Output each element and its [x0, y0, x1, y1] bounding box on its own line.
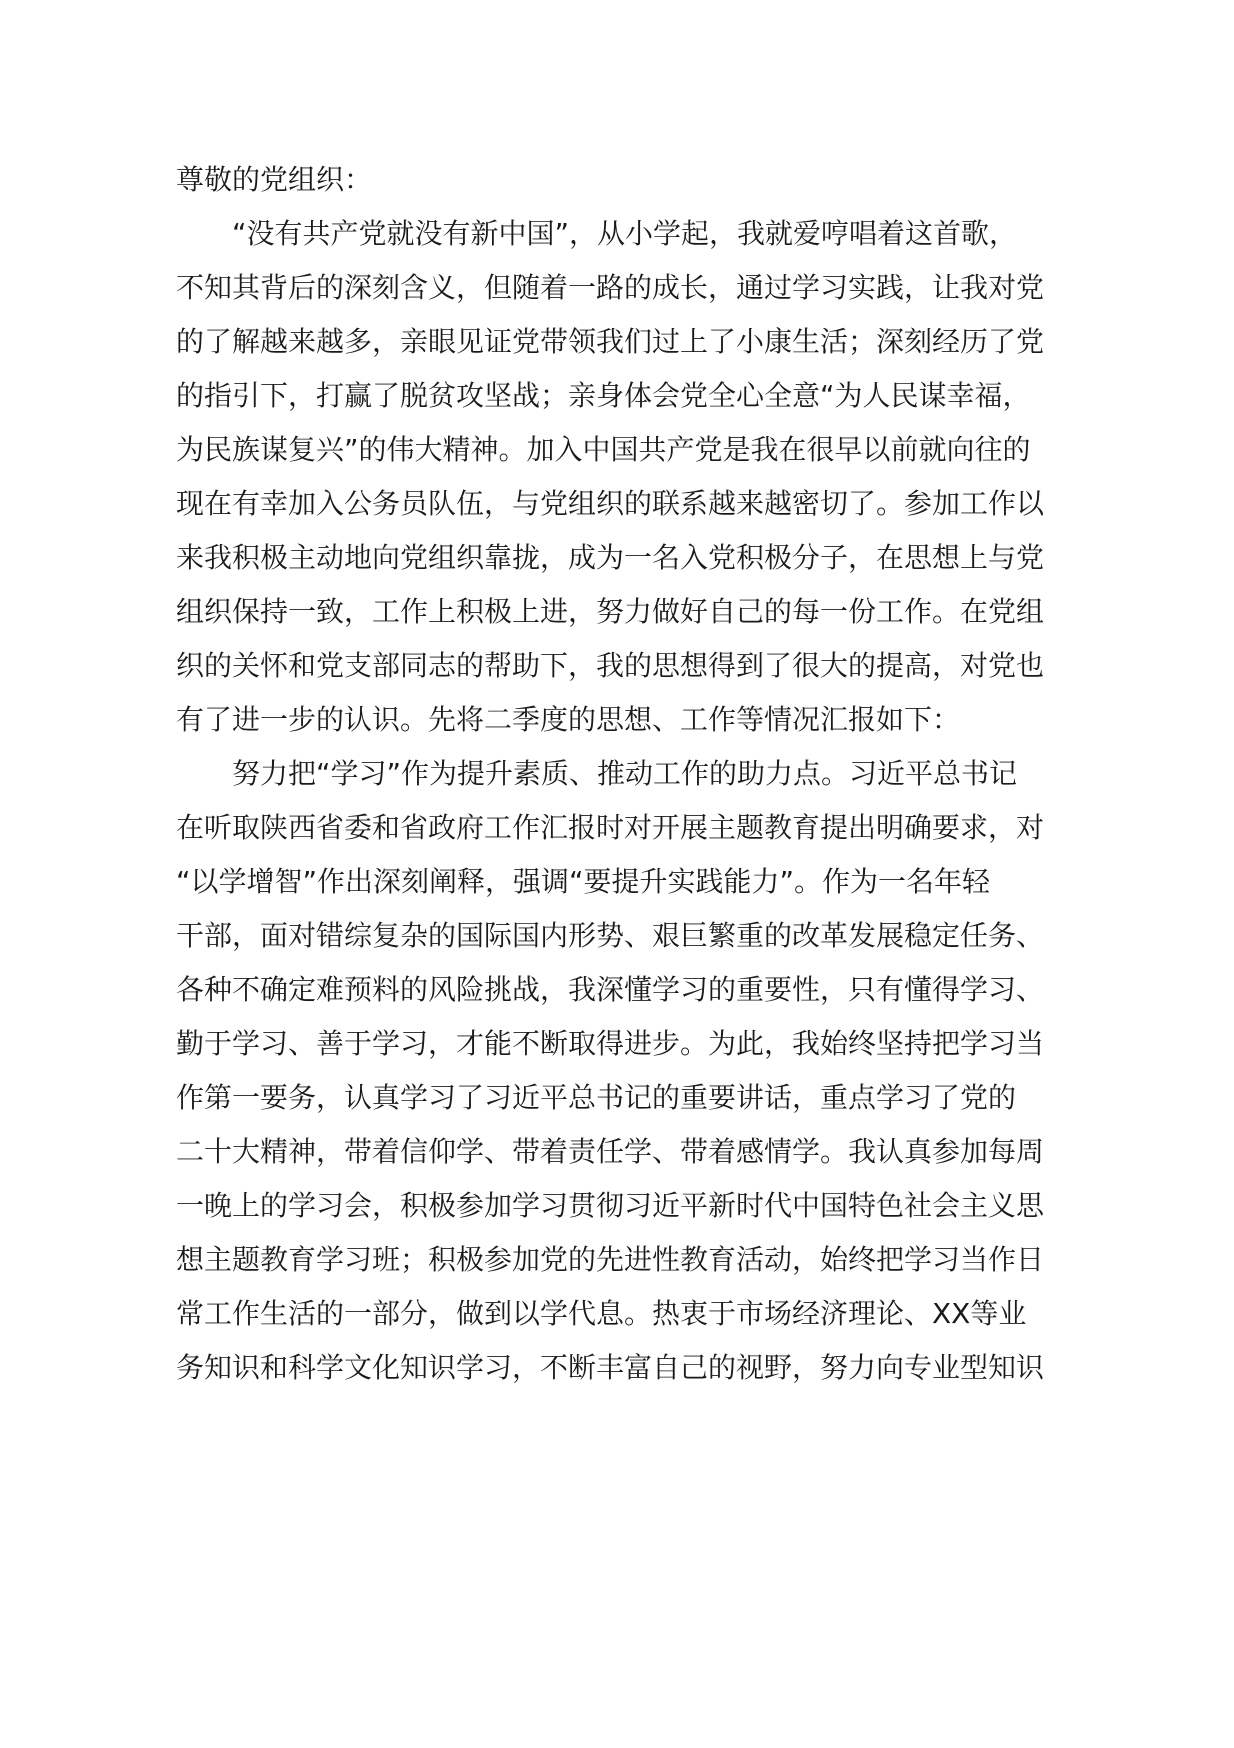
- body-text-line: 常工作生活的一部分，做到以学代息。热衷于市场经济理论、XX等业: [176, 1297, 1027, 1330]
- body-text-line: 想主题教育学习班；积极参加党的先进性教育活动，始终把学习当作日: [176, 1243, 1045, 1276]
- body-text-line: 务知识和科学文化知识学习，不断丰富自己的视野，努力向专业型知识: [176, 1351, 1045, 1384]
- salutation-line: 尊敬的党组织：: [176, 163, 373, 196]
- body-text-line: 一晚上的学习会，积极参加学习贯彻习近平新时代中国特色社会主义思: [176, 1189, 1045, 1222]
- body-text-line: 组织保持一致，工作上积极上进，努力做好自己的每一份工作。在党组: [176, 595, 1045, 628]
- body-text-line: 努力把“学习”作为提升素质、推动工作的助力点。习近平总书记: [176, 757, 1018, 790]
- body-text-line: 有了进一步的认识。先将二季度的思想、工作等情况汇报如下：: [176, 703, 961, 736]
- body-text-line: 现在有幸加入公务员队伍，与党组织的联系越来越密切了。参加工作以: [176, 487, 1045, 520]
- body-text-line: 的了解越来越多，亲眼见证党带领我们过上了小康生活；深刻经历了党: [176, 325, 1045, 358]
- body-text-line: “没有共产党就没有新中国”，从小学起，我就爱哼唱着这首歌，: [176, 217, 1018, 250]
- body-text-line: 勤于学习、善于学习，才能不断取得进步。为此，我始终坚持把学习当: [176, 1027, 1045, 1060]
- body-text-line: 干部，面对错综复杂的国际国内形势、艰巨繁重的改革发展稳定任务、: [176, 919, 1045, 952]
- body-text-line: 二十大精神，带着信仰学、带着责任学、带着感情学。我认真参加每周: [176, 1135, 1045, 1168]
- body-text-line: 为民族谋复兴”的伟大精神。加入中国共产党是我在很早以前就向往的: [176, 433, 1031, 466]
- body-text-line: “以学增智”作出深刻阐释，强调“要提升实践能力”。作为一名年轻: [176, 865, 991, 898]
- body-text-line: 各种不确定难预料的风险挑战，我深懂学习的重要性，只有懂得学习、: [176, 973, 1045, 1006]
- body-text-line: 在听取陕西省委和省政府工作汇报时对开展主题教育提出明确要求，对: [176, 811, 1045, 844]
- body-text-line: 不知其背后的深刻含义，但随着一路的成长，通过学习实践，让我对党: [176, 271, 1045, 304]
- body-text-line: 织的关怀和党支部同志的帮助下，我的思想得到了很大的提高，对党也: [176, 649, 1045, 682]
- body-text-line: 来我积极主动地向党组织靠拢，成为一名入党积极分子，在思想上与党: [176, 541, 1045, 574]
- body-text-line: 的指引下，打赢了脱贫攻坚战；亲身体会党全心全意“为人民谋幸福，: [176, 379, 1031, 412]
- body-text-line: 作第一要务，认真学习了习近平总书记的重要讲话，重点学习了党的: [176, 1081, 1017, 1114]
